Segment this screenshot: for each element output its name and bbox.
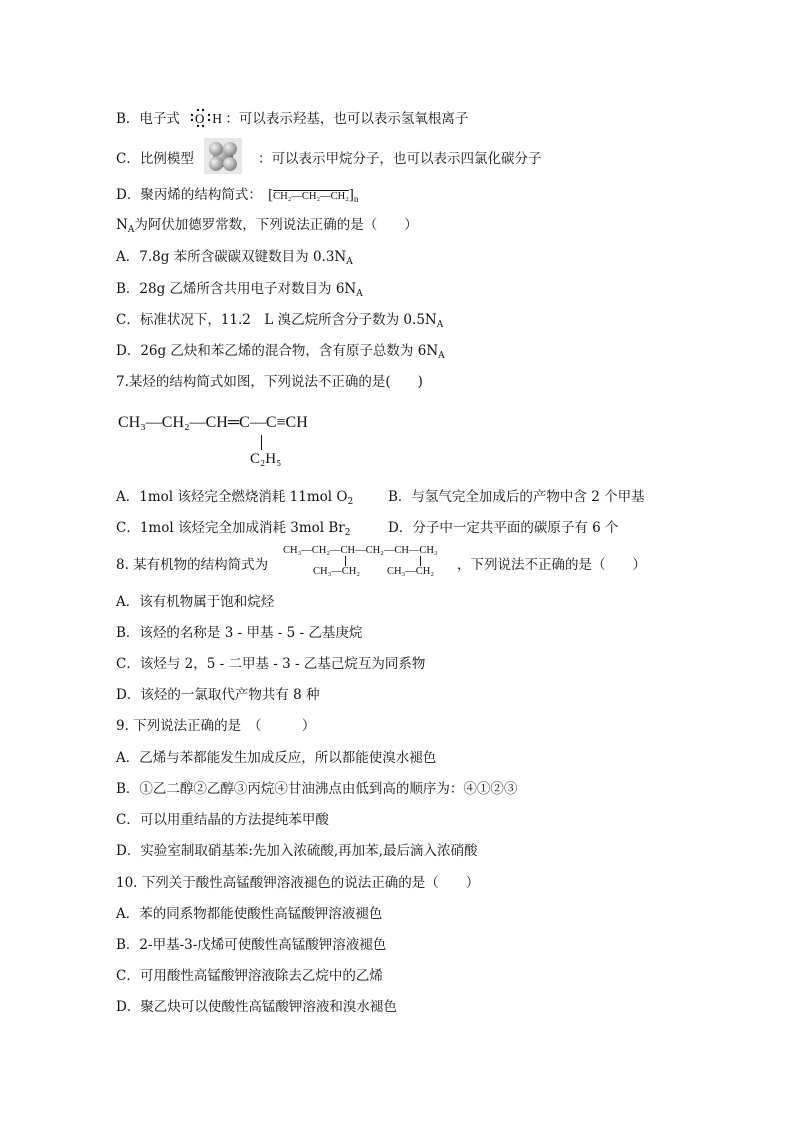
q5-option-c-prefix: C．比例模型 [116, 151, 194, 167]
q6-option-c [116, 311, 443, 334]
q8-stem-suffix: ，下列说法不正确的是（ ） [457, 557, 646, 573]
q6-stem-rest: 为阿伏加德罗常数，下列说法正确的是（ ） [134, 217, 418, 233]
q5-option-c-suffix: ：可以表示甲烷分子，也可以表示四氯化碳分子 [258, 151, 542, 167]
q7-option-d: D．分子中一定共平面的碳原子有 6 个 [388, 520, 619, 536]
q10-option-c: C．可用酸性高锰酸钾溶液除去乙烷中的乙烯 [116, 968, 383, 984]
q5-option-b-prefix: B．电子式 [116, 111, 180, 127]
q8-option-a: A．该有机物属于饱和烷烃 [116, 594, 275, 610]
q8-structure-bond-left [345, 556, 346, 566]
q9-stem: 9. 下列说法正确的是 （ ） [116, 718, 316, 734]
q6-stem [116, 216, 418, 239]
q6-option-a-text: A．7.8g 苯所含碳碳双键数目为 0.3N [116, 249, 347, 265]
q6-option-d [116, 342, 445, 365]
q6-option-b [116, 280, 363, 303]
q8-structure-bottom-right: CH₃—CH₂ [387, 566, 434, 577]
q8-option-b: B．该烃的名称是 3 - 甲基 - 5 - 乙基庚烷 [116, 625, 363, 641]
electron-dot-oxygen-icon [190, 108, 212, 128]
q8-stem-prefix: 8. 某有机物的结构简式为 [116, 557, 269, 573]
q7-option-a-sub: 2 [347, 497, 354, 507]
q5-option-b-suffix: ：可以表示羟基，也可以表示氢氧根离子 [225, 111, 469, 127]
q7-option-a [116, 488, 353, 511]
q6-option-d-sub: A [438, 351, 445, 361]
q6-option-d-text: D．26g 乙炔和苯乙烯的混合物，含有原子总数为 6N [116, 343, 439, 359]
q5-option-d [116, 186, 358, 208]
q6-option-c-sub: A [436, 320, 444, 330]
q6-option-a [116, 248, 353, 271]
polymer-repeat-unit: CH₂—CH₂—CH₂ [273, 191, 349, 202]
q7-option-b: B．与氢气完全加成后的产物中含 2 个甲基 [388, 489, 645, 505]
q5-option-d-prefix: D．聚丙烯的结构简式： [116, 187, 262, 203]
q10-option-d: D．聚乙炔可以使酸性高锰酸钾溶液和溴水褪色 [116, 999, 397, 1015]
q10-option-b: B．2-甲基-3-戊烯可使酸性高锰酸钾溶液褪色 [116, 937, 387, 953]
q7-stem: 7.某烃的结构简式如图，下列说法不正确的是( ) [116, 374, 423, 390]
q8-structure [283, 545, 438, 580]
q6-option-b-sub: A [356, 289, 363, 299]
q6-option-c-text: C．标准状况下，11.2 L 溴乙烷所含分子数为 0.5N [116, 312, 437, 328]
q6-option-b-text: B．28g 乙烯所含共用电子对数目为 6N [116, 281, 357, 297]
q9-option-d: D．实验室制取硝基苯:先加入浓硫酸,再加苯,最后滴入浓硝酸 [116, 843, 478, 859]
q10-option-a: A．苯的同系物都能使酸性高锰酸钾溶液褪色 [116, 906, 383, 922]
q7-option-c-sub: 2 [344, 528, 351, 538]
q7-structure-branch: C₂H₅ [250, 451, 282, 467]
q10-stem: 10. 下列关于酸性高锰酸钾溶液褪色的说法正确的是（ ） [116, 875, 480, 891]
q8-structure-bond-right [420, 556, 421, 566]
q7-option-c-text: C．1mol 该烃完全加成消耗 3mol Br [116, 520, 345, 536]
electron-h-label: H [212, 111, 222, 126]
q5-option-b [116, 108, 468, 128]
q9-option-a: A．乙烯与苯都能发生加成反应，所以都能使溴水褪色 [116, 750, 437, 766]
q7-option-a-text: A．1mol 该烃完全燃烧消耗 11mol O [116, 489, 348, 505]
q5-option-c [116, 150, 194, 168]
q9-option-c: C．可以用重结晶的方法提纯苯甲酸 [116, 812, 329, 828]
q7-structure-bond [261, 435, 262, 450]
electron-formula [190, 111, 225, 126]
q6-stem-n: N [116, 217, 128, 233]
q8-option-c: C．该烃与 2，5 - 二甲基 - 3 - 乙基己烷互为同系物 [116, 656, 426, 672]
q7-structure-main: CH₃—CH₂—CH═C—C≡CH [118, 414, 308, 431]
q6-stem-a: A [127, 225, 135, 235]
q8-structure-bottom-left: CH₃—CH₂ [313, 566, 360, 577]
q6-option-a-sub: A [346, 257, 353, 267]
polymer-n: n [353, 194, 359, 204]
polypropylene-formula: [CH₂—CH₂—CH₂]n [268, 187, 359, 204]
electron-o-label: O [195, 111, 205, 126]
q7-option-c [116, 519, 350, 542]
q9-option-b: B．①乙二醇②乙醇③丙烷④甘油沸点由低到高的顺序为：④①②③ [116, 781, 518, 797]
space-filling-model-image [204, 138, 242, 174]
q8-option-d: D．该烃的一氯取代产物共有 8 种 [116, 687, 320, 703]
q8-structure-top: CH₃—CH₂—CH—CH₂—CH—CH₃ [283, 545, 438, 556]
